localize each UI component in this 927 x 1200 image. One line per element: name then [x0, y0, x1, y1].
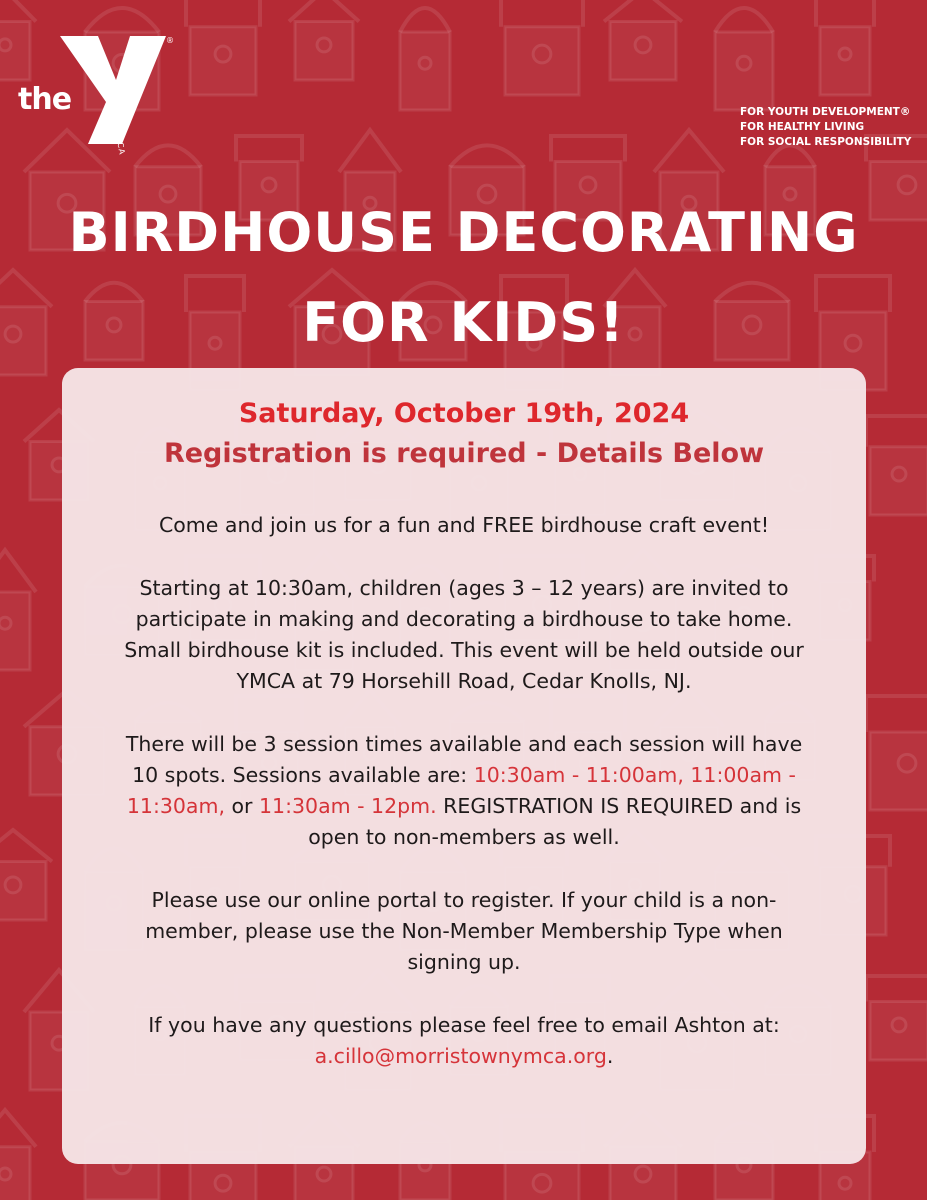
details-card — [62, 368, 866, 1164]
title-line-2: FOR KIDS! — [302, 291, 625, 354]
session-3-time: 11:30am - 12pm. — [259, 794, 437, 818]
sessions-or-text: or — [225, 794, 260, 818]
session-1-time: 10:30am - 11:00am, — [473, 763, 684, 787]
birdhouse-pattern-icon — [0, 550, 36, 670]
birdhouse-pattern-icon — [501, 0, 583, 95]
portal-paragraph: Please use our online portal to register. If your child is a non-member, please use the Non-Member Membership Type when signing up. — [145, 888, 783, 974]
email-period: . — [606, 1044, 614, 1068]
birdhouse-pattern-icon — [400, 8, 450, 110]
intro-paragraph: Come and join us for a fun and FREE birdhouse craft event! — [158, 513, 770, 537]
sessions-paragraph — [114, 729, 814, 853]
questions-text: If you have any questions please feel free to email Ashton at: — [148, 1013, 780, 1037]
contact-email-link[interactable]: a.cillo@morristownymca.org — [314, 1044, 607, 1068]
birdhouse-pattern-icon — [0, 1110, 36, 1200]
birdhouse-pattern-icon — [186, 0, 260, 95]
birdhouse-pattern-icon — [715, 8, 773, 110]
birdhouse-pattern-icon — [0, 830, 52, 920]
questions-paragraph — [104, 1010, 824, 1072]
birdhouse-pattern-icon — [866, 696, 927, 810]
session-2-time: 11:00am - 11:30am, — [126, 763, 796, 818]
sessions-lead-text: There will be 3 session times available and each session will have 10 spots. Sessions available are: — [125, 732, 803, 787]
logo-the-text: the — [18, 82, 72, 117]
ymca-tagline — [740, 105, 911, 150]
title-line-1: BIRDHOUSE DECORATING — [68, 201, 859, 264]
registration-notice: Registration is required - Details Below — [163, 438, 765, 469]
sessions-tail-text: REGISTRATION IS REQUIRED and is open to non-members as well. — [308, 794, 802, 849]
birdhouse-pattern-icon — [866, 976, 927, 1060]
event-date: Saturday, October 19th, 2024 — [238, 398, 690, 429]
birdhouse-pattern-icon — [866, 416, 927, 515]
ymca-logo — [18, 32, 178, 162]
birdhouse-pattern-icon — [289, 0, 359, 80]
birdhouse-pattern-icon — [604, 0, 682, 80]
details-paragraph: Starting at 10:30am, children (ages 3 – 12 years) are invited to participate in making and decorating a birdhouse to take home. Small birdhouse kit is included. This event will be held outside our YMCA at 79 Horsehill Road, Cedar Knolls, NJ. — [124, 576, 804, 693]
logo-registered-mark: ® — [166, 36, 174, 45]
tagline-line-1: FOR YOUTH DEVELOPMENT® — [740, 106, 911, 118]
birdhouse-pattern-icon — [816, 0, 874, 95]
tagline-line-2: FOR HEALTHY LIVING — [740, 121, 865, 133]
event-title — [0, 188, 927, 368]
tagline-line-3: FOR SOCIAL RESPONSIBILITY — [740, 136, 912, 148]
logo-ymca-text: YMCA — [113, 128, 127, 157]
